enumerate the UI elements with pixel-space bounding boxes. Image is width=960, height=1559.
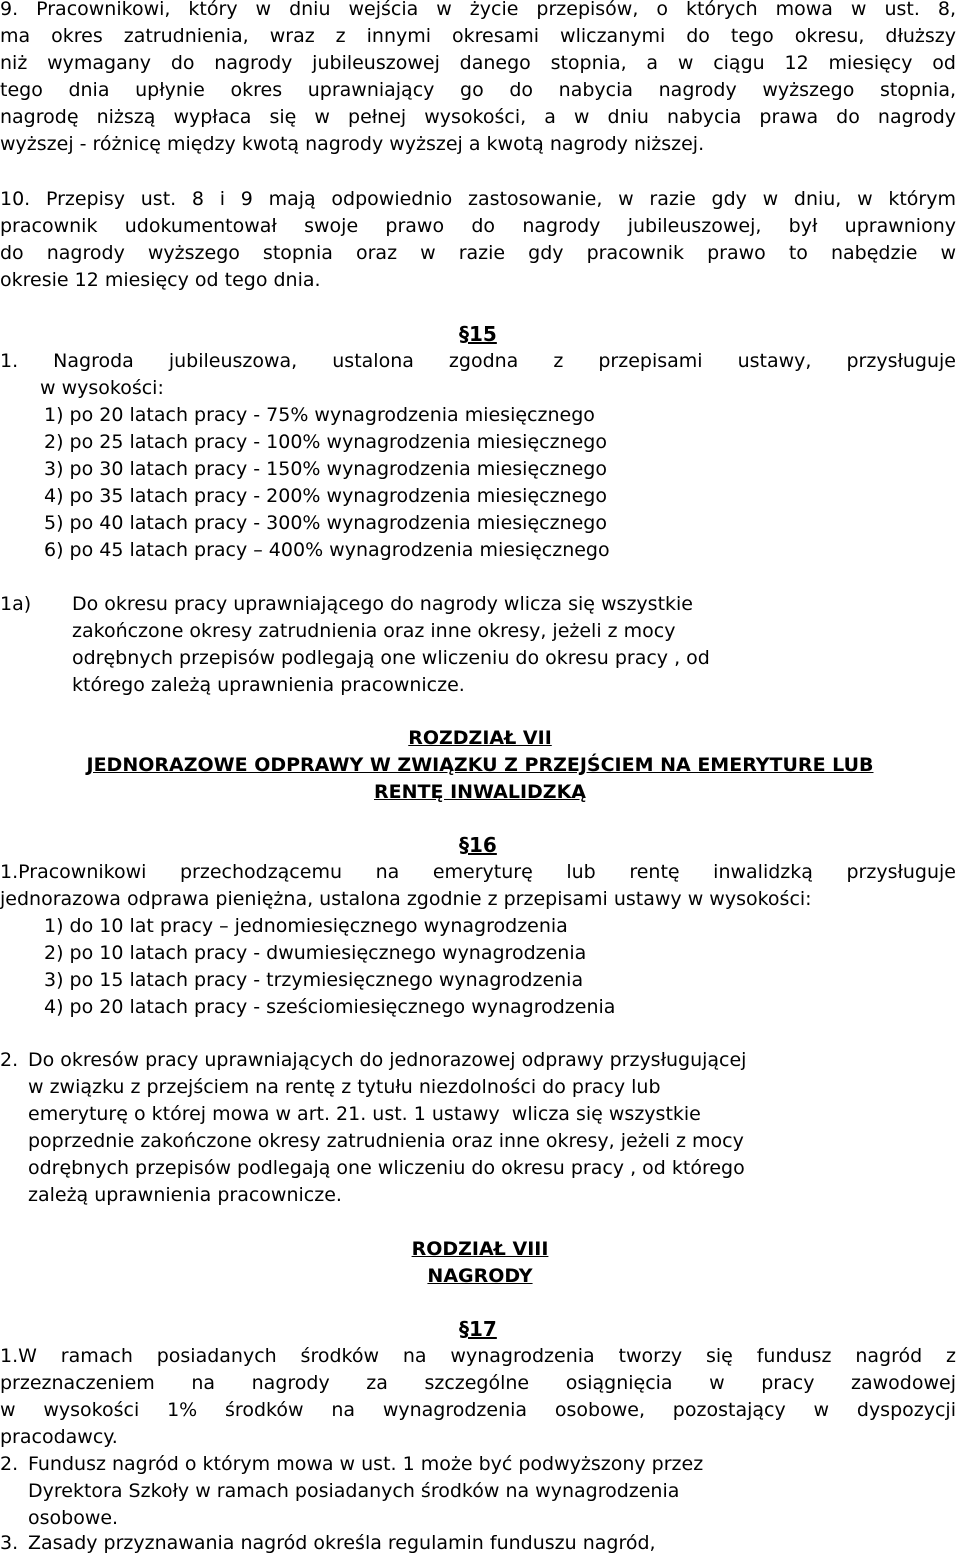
chapter-8-subtitle: NAGRODY	[427, 1265, 533, 1287]
section-15-item: 2) po 25 latach pracy - 100% wynagrodzenia miesięcznego	[44, 431, 607, 453]
section-16-p2-line: Do okresów pracy uprawniających do jednorazowej odprawy przysługującej	[28, 1049, 747, 1071]
section-15-item: 6) po 45 latach pracy – 400% wynagrodzenia miesięcznego	[44, 539, 610, 561]
section-17-p1-line: 1.W ramach posiadanych środków na wynagrodzenia tworzy się fundusz nagród z	[0, 1345, 956, 1367]
paragraph-9-line-5: nagrodę niższą wypłaca się w pełnej wysokości, a w dniu nabycia prawa do nagrody	[0, 106, 956, 128]
section-17-p2-line: osobowe.	[28, 1507, 119, 1529]
section-17-p3-label: 3.	[0, 1532, 19, 1554]
section-16-item: 1) do 10 lat pracy – jednomiesięcznego wynagrodzenia	[44, 915, 568, 937]
section-16-number: §16	[459, 833, 497, 857]
section-16-p2-line: w związku z przejściem na rentę z tytułu niezdolności do pracy lub	[28, 1076, 661, 1098]
section-17-p2-line: Fundusz nagród o którym mowa w ust. 1 może być podwyższony przez	[28, 1453, 704, 1475]
section-16-p2-label: 2.	[0, 1049, 19, 1071]
paragraph-9-line-2: ma okres zatrudnienia, wraz z innymi okresami wliczanymi do tego okresu, dłuższy	[0, 25, 956, 47]
section-16-item: 4) po 20 latach pracy - sześciomiesięcznego wynagrodzenia	[44, 996, 616, 1018]
section-15-item: 4) po 35 latach pracy - 200% wynagrodzenia miesięcznego	[44, 485, 607, 507]
section-15-sub-line: Do okresu pracy uprawniającego do nagrody wlicza się wszystkie	[72, 593, 693, 615]
paragraph-10-line-2: pracownik udokumentował swoje prawo do nagrody jubileuszowej, był uprawniony	[0, 215, 956, 237]
section-15-sub-line: zakończone okresy zatrudnienia oraz inne okresy, jeżeli z mocy	[72, 620, 676, 642]
paragraph-10-line-3: do nagrody wyższego stopnia oraz w razie gdy pracownik prawo to nabędzie w	[0, 242, 956, 264]
section-15-intro-line-2: w wysokości:	[40, 377, 164, 399]
paragraph-9-line-4: tego dnia upłynie okres uprawniający go do nabycia nagrody wyższego stopnia,	[0, 79, 956, 101]
section-17-p2-label: 2.	[0, 1453, 19, 1475]
section-17-p2-line: Dyrektora Szkoły w ramach posiadanych środków na wynagrodzenia	[28, 1480, 680, 1502]
section-15-sub-line: którego zależą uprawnienia pracownicze.	[72, 674, 465, 696]
section-16-p2-line: emeryturę o której mowa w art. 21. ust. 1 ustawy wlicza się wszystkie	[28, 1103, 701, 1125]
section-17-p1-line: przeznaczeniem na nagrody za szczególne osiągnięcia w pracy zawodowej	[0, 1372, 956, 1394]
chapter-8-title: RODZIAŁ VIII	[411, 1238, 549, 1260]
section-16-p2-line: poprzednie zakończone okresy zatrudnienia oraz inne okresy, jeżeli z mocy	[28, 1130, 744, 1152]
chapter-7-title: ROZDZIAŁ VII	[408, 727, 552, 749]
section-15-sub-label: 1a)	[0, 593, 32, 615]
section-15-number: §15	[459, 322, 497, 346]
section-15-item: 5) po 40 latach pracy - 300% wynagrodzenia miesięcznego	[44, 512, 607, 534]
section-16-p2-line: odrębnych przepisów podlegają one wliczeniu do okresu pracy , od którego	[28, 1157, 745, 1179]
section-15-intro-line-1: 1. Nagroda jubileuszowa, ustalona zgodna z przepisami ustawy, przysługuje	[0, 350, 956, 372]
section-15-sub-line: odrębnych przepisów podlegają one wliczeniu do okresu pracy , od	[72, 647, 710, 669]
section-17-p3-line: Zasady przyznawania nagród określa regulamin funduszu nagród,	[28, 1532, 656, 1554]
section-17-number: §17	[459, 1317, 497, 1341]
section-16-p2-line: zależą uprawnienia pracownicze.	[28, 1184, 342, 1206]
paragraph-9-line-1: 9. Pracownikowi, który w dniu wejścia w życie przepisów, o których mowa w ust. 8,	[0, 0, 956, 20]
paragraph-9-line-6: wyższej - różnicę między kwotą nagrody wyższej a kwotą nagrody niższej.	[0, 133, 705, 155]
section-17-p1-line: pracodawcy.	[0, 1426, 118, 1448]
section-16-item: 2) po 10 latach pracy - dwumiesięcznego wynagrodzenia	[44, 942, 587, 964]
chapter-7-subtitle-line-2: RENTĘ INWALIDZKĄ	[374, 781, 586, 803]
paragraph-9-line-3: niż wymagany do nagrody jubileuszowej danego stopnia, a w ciągu 12 miesięcy od	[0, 52, 956, 74]
section-16-item: 3) po 15 latach pracy - trzymiesięcznego wynagrodzenia	[44, 969, 584, 991]
section-15-item: 3) po 30 latach pracy - 150% wynagrodzenia miesięcznego	[44, 458, 607, 480]
section-15-item: 1) po 20 latach pracy - 75% wynagrodzenia miesięcznego	[44, 404, 595, 426]
section-16-intro-line-2: jednorazowa odprawa pieniężna, ustalona zgodnie z przepisami ustawy w wysokości:	[0, 888, 812, 910]
paragraph-10-line-1: 10. Przepisy ust. 8 i 9 mają odpowiednio zastosowanie, w razie gdy w dniu, w którym	[0, 188, 956, 210]
paragraph-10-line-4: okresie 12 miesięcy od tego dnia.	[0, 269, 321, 291]
section-16-intro-line-1: 1.Pracownikowi przechodzącemu na emeryturę lub rentę inwalidzką przysługuje	[0, 861, 956, 883]
chapter-7-subtitle-line-1: JEDNORAZOWE ODPRAWY W ZWIĄZKU Z PRZEJŚCIEM NA EMERYTURE LUB	[86, 754, 874, 776]
section-17-p1-line: w wysokości 1% środków na wynagrodzenia osobowe, pozostający w dyspozycji	[0, 1399, 956, 1421]
